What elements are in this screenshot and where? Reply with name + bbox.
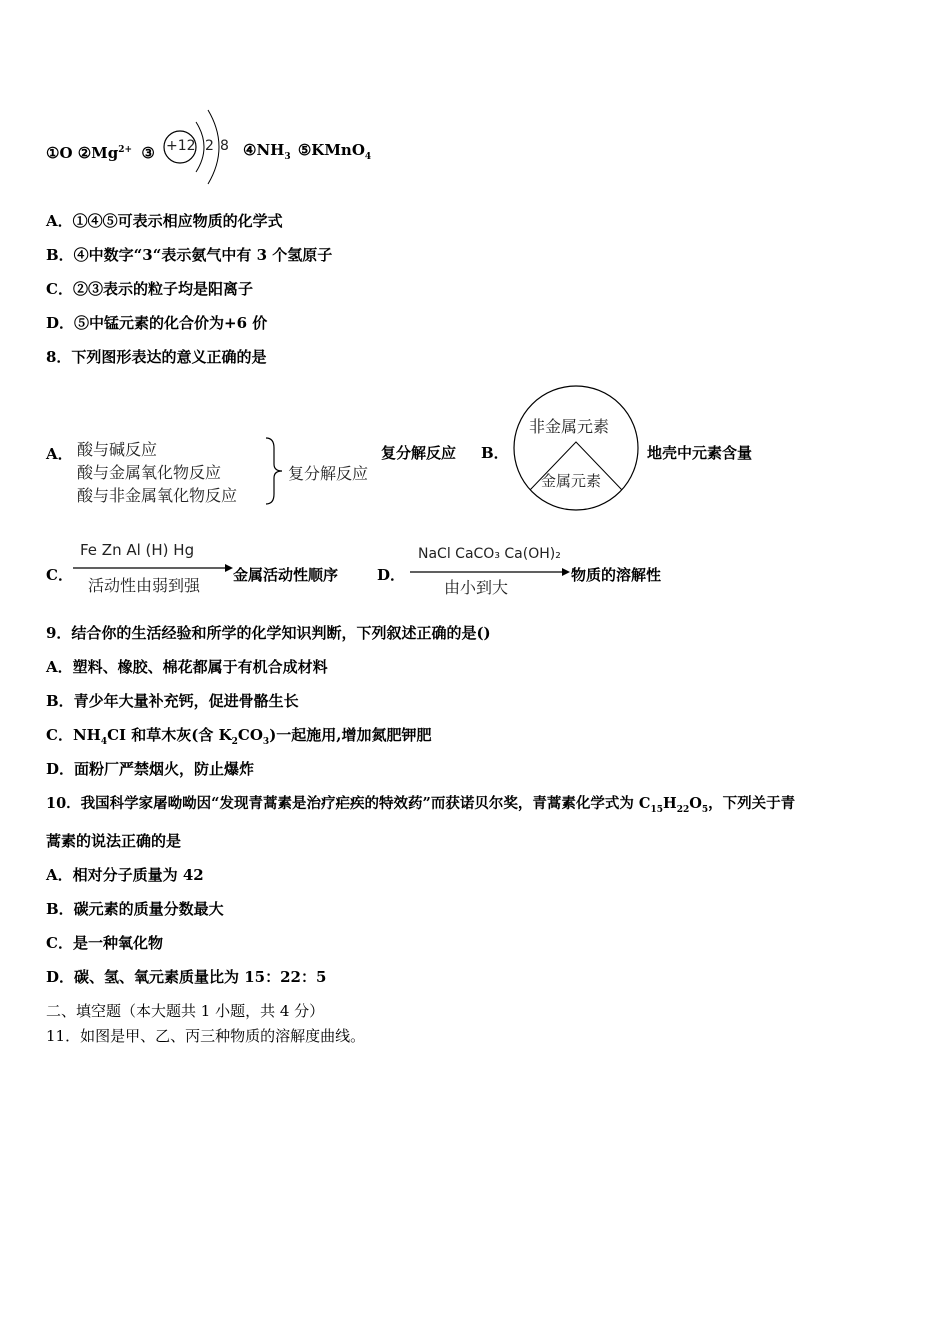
q11-stem: 11．如图是甲、乙、丙三种物质的溶解度曲线。: [46, 1027, 366, 1045]
q8-a-item-1: 酸与碱反应: [77, 440, 158, 459]
q8-d-compounds: NaCl CaCO₃ Ca(OH)₂: [418, 546, 561, 562]
q10-stem: 10．我国科学家屠呦呦因“发现青蒿素是治疗疟疾的特效药”而获诺贝尔奖，青蒿素化学式为 $C_{15}H_{22}O_5$，下列关于青: [46, 795, 796, 815]
q7-option-b: B．④中数字“3“表示氨气中有 3 个氢原子: [46, 246, 333, 264]
formula-kmno4: ⑤KMnO: [297, 141, 365, 159]
q8-d-order: 由小到大: [444, 578, 509, 597]
q8-option-c-label: C．: [46, 566, 73, 584]
formula-nh3: ④NH: [243, 141, 285, 159]
q8-c-metals: Fe Zn Al (H) Hg: [80, 541, 195, 559]
q10-stem-line2: 蒿素的说法正确的是: [46, 832, 182, 850]
pie-metal-label: 金属元素: [541, 472, 602, 490]
nucleus-label: +12: [166, 138, 196, 154]
q8-option-d-label: D．: [377, 566, 406, 584]
q8-a-brace-text: 复分解反应: [288, 464, 369, 483]
q7-formula-rest: $④NH_3$ ⑤KMnO$_4$: [243, 141, 372, 162]
q8-option-b-label: B．: [481, 444, 509, 462]
q9-option-b: B．青少年大量补充钙，促进骨骼生长: [46, 692, 299, 710]
q7-option-c: C．②③表示的粒子均是阳离子: [46, 280, 253, 298]
shell1-electrons: 2: [205, 138, 214, 154]
section2-title: 二、填空题（本大题共 1 小题，共 4 分）: [46, 1002, 325, 1020]
q8-option-a-label: A．: [46, 445, 73, 463]
q8-c-activity: 活动性由弱到强: [88, 576, 201, 595]
q9-option-a: A．塑料、橡胶、棉花都属于有机合成材料: [46, 658, 328, 676]
q7-option-d: D．⑤中锰元素的化合价为+6 价: [46, 314, 268, 332]
pie-nonmetal-label: 非金属元素: [529, 417, 610, 436]
q8-c-result: 金属活动性顺序: [233, 566, 339, 584]
q10-option-d: D．碳、氢、氧元素质量比为 15：22：5: [46, 968, 327, 986]
q10-option-a: A．相对分子质量为 42: [46, 866, 204, 884]
q7-formula-line: [46, 140, 155, 163]
formula-3-label: ③: [141, 144, 155, 162]
q8-b-result: 地壳中元素含量: [647, 444, 753, 462]
q9-option-c: C．$NH_4CI$ 和草木灰(含 $K_2CO_3$)一起施用,增加氮肥钾肥: [46, 726, 432, 747]
q8-stem: 8．下列图形表达的意义正确的是: [46, 348, 267, 366]
q8-a-item-3: 酸与非金属氧化物反应: [77, 486, 238, 505]
shell2-electrons: 8: [220, 138, 229, 154]
q8-a-result: 复分解反应: [381, 444, 457, 462]
q8-d-result: 物质的溶解性: [571, 566, 662, 584]
brace-icon: [262, 436, 286, 506]
shell-arc-1: [196, 122, 204, 172]
q9-option-d: D．面粉厂严禁烟火，防止爆炸: [46, 760, 255, 778]
element-content-pie: [512, 384, 640, 512]
q9-stem: 9．结合你的生活经验和所学的化学知识判断，下列叙述正确的是(): [46, 624, 491, 642]
formula-o-mg: ①O ②Mg: [46, 144, 119, 162]
mg-charge: 2+: [118, 145, 133, 155]
q10-option-c: C．是一种氧化物: [46, 934, 163, 952]
q8-a-item-2: 酸与金属氧化物反应: [77, 463, 222, 482]
q7-option-a: A．①④⑤可表示相应物质的化学式: [46, 212, 283, 230]
q10-option-b: B．碳元素的质量分数最大: [46, 900, 224, 918]
